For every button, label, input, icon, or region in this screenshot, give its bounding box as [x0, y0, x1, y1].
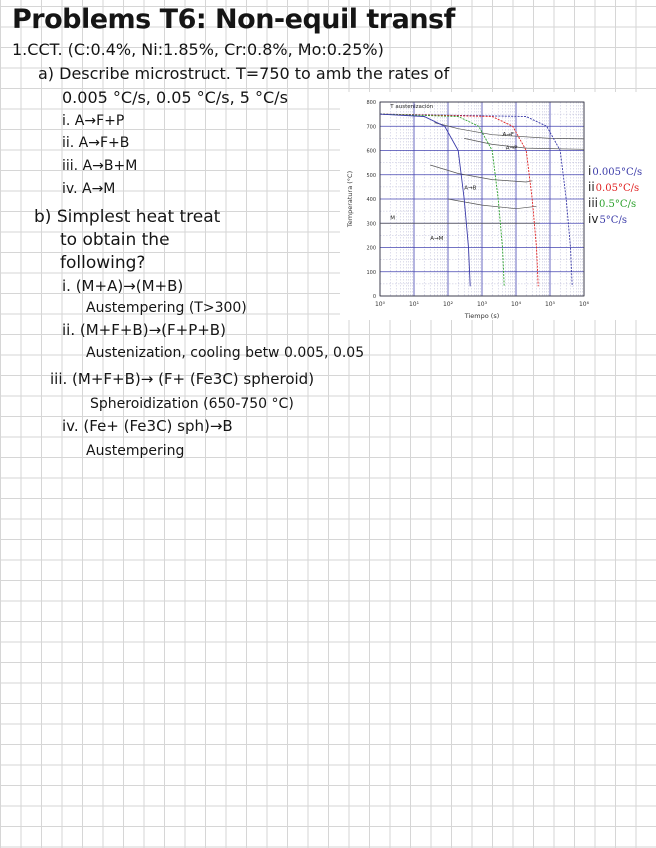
problem-1-header: 1.CCT. (C:0.4%, Ni:1.85%, Cr:0.8%, Mo:0.25%)	[12, 40, 384, 59]
part-b-answer-iii: Spheroidization (650-750 °C)	[90, 396, 294, 412]
part-b-answer-iv: Austempering	[86, 443, 185, 459]
x-tick-label: 10⁶	[578, 301, 590, 308]
part-b-item-i: i. (M+A)→(M+B)	[62, 277, 184, 295]
part-a-item-iii: iii. A→B+M	[62, 158, 138, 174]
part-b-item-iii: iii. (M+F+B)→ (F+ (Fe3C) spheroid)	[50, 370, 315, 388]
y-tick-label: 300	[366, 221, 376, 228]
legend-entry-rate: 0.5°C/s	[599, 199, 637, 210]
y-axis-label: Temperatura (°C)	[346, 170, 354, 228]
cct-diagram	[340, 92, 656, 320]
part-b-answer-ii: Austenization, cooling betw 0.005, 0.05	[86, 345, 365, 361]
legend-entry-numeral: iv	[588, 212, 599, 226]
legend-entry	[588, 180, 639, 194]
cooling-curve	[380, 114, 572, 286]
page-title: Problems T6: Non-equil transf	[12, 4, 455, 35]
cooling-curve	[380, 114, 538, 286]
legend-entry-rate: 0.005°C/s	[592, 167, 643, 178]
legend-entry	[588, 196, 636, 210]
y-tick-label: 500	[366, 172, 376, 179]
y-tick-label: 0	[372, 294, 376, 300]
part-b-item-iv: iv. (Fe+ (Fe3C) sph)→B	[62, 417, 233, 435]
part-b-item-ii: ii. (M+F+B)→(F+P+B)	[62, 321, 226, 339]
part-a-item-i: i. A→F+P	[62, 113, 125, 129]
y-tick-label: 800	[366, 100, 376, 106]
x-tick-label: 10⁴	[510, 301, 522, 308]
region-label: A→P	[505, 145, 518, 152]
part-a-item-iv: iv. A→M	[62, 181, 116, 197]
region-label: A→F	[502, 131, 515, 138]
x-tick-label: 10¹	[408, 301, 420, 308]
y-tick-label: 400	[366, 197, 376, 203]
y-tick-label: 100	[366, 269, 376, 276]
legend-entry-rate: 5°C/s	[599, 215, 627, 226]
part-b-line-2: to obtain the	[60, 230, 170, 250]
x-tick-label: 10⁰	[374, 301, 386, 308]
region-label: A→M	[430, 236, 444, 243]
legend-entry-rate: 0.05°C/s	[595, 183, 640, 194]
part-b-line-1: b) Simplest heat treat	[34, 207, 221, 227]
part-a-item-ii: ii. A→F+B	[62, 135, 130, 151]
region-label: M	[390, 215, 395, 222]
part-b-line-3: following?	[60, 253, 146, 273]
y-tick-label: 200	[366, 245, 376, 252]
y-tick-label: 700	[366, 124, 376, 131]
bainite-start-line	[430, 165, 532, 182]
x-tick-label: 10³	[476, 301, 488, 308]
x-tick-label: 10²	[442, 301, 454, 308]
legend-entry-numeral: ii	[588, 180, 595, 194]
x-axis-label: Tiempo (s)	[464, 312, 500, 320]
cooling-curve	[380, 114, 504, 286]
y-tick-label: 600	[366, 148, 376, 155]
legend-entry	[588, 164, 642, 178]
region-label: A→B	[464, 185, 477, 192]
legend-entry-numeral: i	[588, 164, 592, 178]
part-a-line-2: 0.005 °C/s, 0.05 °C/s, 5 °C/s	[62, 88, 288, 107]
legend-entry-numeral: iii	[588, 196, 599, 210]
part-b-answer-i: Austempering (T>300)	[86, 300, 247, 316]
region-label: T austenización	[390, 104, 434, 111]
legend-entry	[588, 212, 627, 226]
x-tick-label: 10⁵	[544, 301, 556, 308]
part-a-line-1: a) Describe microstruct. T=750 to amb the rates of	[38, 64, 450, 83]
